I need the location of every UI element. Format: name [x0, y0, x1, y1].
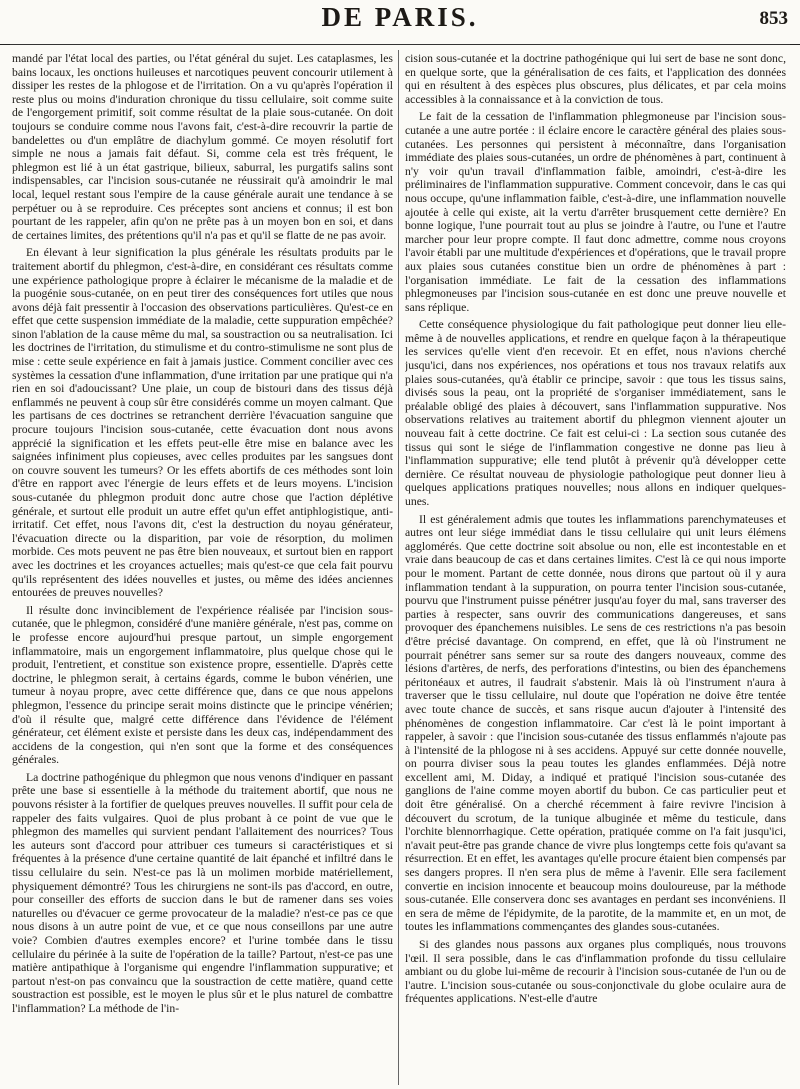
paragraph: Le fait de la cessation de l'inflammation phlegmoneuse par l'incision sous-cutanée a une autre portée : il éclaire encore le caractère général des plaies sous-cutanées. Les personnes qui persistent à méconnaître, dans l'organisation immédiate des plaies sous-cutanées, un ordre de phénomènes à part, continuent à n'y voir qu'un travail d'inflammation faible, amoindri, c'est-à-dire les préliminaires de l'inflammation suppurative. Comment concevoir, dans le cas qui nous occupe, qu'une inflammation faible, c'est-à-dire, une inflammation nouvelle ajoutée à celle qui existe, ait la vertu d'arrêter brusquement cette dernière? En bonne logique, l'une pourrait tout au plus se joindre à l'autre, ou l'une et l'autre marcher pour leur propre compte. Il faut donc admettre, comme nous croyons l'avoir établi par une multitude d'expériences et d'opérations, que le travail propre aux plaies sous cutanées constitue bien un ordre de phénomènes à part : l'organisation immédiate. Le fait de la cessation des inflammations phlegmoneuses par l'incision sous-cutanée en est donc une preuve nouvelle et sans réplique. [405, 110, 786, 314]
paragraph: cision sous-cutanée et la doctrine pathogénique qui lui sert de base ne sont donc, en quelque sorte, que la généralisation de ces faits, et l'application des données qui en résultent à des espèces plus obscures, plus délicates, et par cela moins accessibles à la connaissance et à la conviction de tous. [405, 52, 786, 106]
paragraph: Si des glandes nous passons aux organes plus compliqués, nous trouvons l'œil. Il sera possible, dans le cas d'inflammation profonde du tissu cellulaire ambiant ou du globe lui-même de recourir à l'incision sous-cutanée de l'un ou de l'autre. L'incision sous-cutanée ou sous-conjonctivale du globe oculaire aura de fréquentes applications. N'est-elle d'autre [405, 938, 786, 1006]
paragraph: mandé par l'état local des parties, ou l'état général du sujet. Les cataplasmes, les bains locaux, les onctions huileuses et narcotiques peuvent concourir utilement à dissiper les restes de la phlogose et de l'irritation. On a vu qu'après l'opération il reste plus ou moins d'induration chronique du tissu cellulaire, soit comme suite de l'engorgement primitif, soit comme résultat de la plaie sous-cutanée. On doit toujours se conduire comme nous l'avons fait, c'est-à-dire recouvrir la partie de bandelettes ou d'un emplâtre de diachylum gommé. Ce moyen résolutif fort simple ne nous a jamais fait défaut. Si, comme cela est très fréquent, le phlegmon est lié à un état gastrique, bilieux, saburral, les purgatifs salins sont indispensables, car l'incision sous-cutanée ne réussirait qu'à amoindrir le mal local, lequel restant sous l'empire de la cause générale aurait une tendance à se perpétuer ou à se reproduire. Ces préceptes sont anciens et connus; il est bon pourtant de les rappeler, afin qu'on ne prête pas à un moyen bon en soi, et dans de certaines limites, des prétentions qu'il n'a pas et qu'il se flatte de ne pas avoir. [12, 52, 393, 242]
paragraph: Il résulte donc invinciblement de l'expérience réalisée par l'incision sous-cutanée, que le phlegmon, considéré d'une manière générale, n'est pas, comme on le professe encore aujourd'hui presque partout, un simple engorgement inflammatoire, mais un engorgement inflammatoire, plus quelque chose qui le produit, l'entretient, et constitue son existence propre, essentielle. D'après cette doctrine, le phlegmon serait, à certains égards, comme le bubon vénérien, une tumeur à noyau propre, avec cette différence que, dans ce que nous appelons phlegmon, l'essence du principe serait moins distincte que le principe vénérien; d'où il résulte que, malgré cette différence dans l'évidence de l'élément générateur, cet élément existe et persiste dans les deux cas, indépendamment des accidens de la congestion, qui n'en sont que la forme et des conséquences générales. [12, 603, 393, 767]
left-column [12, 52, 393, 1082]
paragraph: Il est généralement admis que toutes les inflammations parenchymateuses et autres ont leur siége immédiat dans le tissu cellulaire qui unit leurs élémens agglomérés. Que cette doctrine soit absolue ou non, elle est incontestable en et vraie dans beaucoup de cas et dans certaines limites. C'est là ce qui nous importe pour le moment. Partant de cette donnée, nous dirons que partout où il y aura inflammation tendant à la suppuration, on pourra tenter l'incision sous-cutanée, pourvu que l'instrument puisse pénétrer jusqu'au foyer du mal, sans traverser des parties à respecter, sans ouvrir des communications dangereuses, et sans provoquer des épanchemens nuisibles. Le sens de ces restrictions n'a pas besoin d'être précisé davantage. On comprend, en effet, que là où l'instrument ne pourrait pénétrer sans semer sur sa route des dangers nouveaux, comme des lésions d'artères, de nerfs, des perforations d'intestins, ou bien des épanchemens péritonéaux et autres, il faudrait s'abstenir. Mais là où l'instrument n'aura à traverser que le tissu cellulaire, nul doute que l'opération ne doive être tentée avec toute chance de succès, et sans risque aucun d'ajouter à l'intensité des phénomènes de congestion inflammatoire. Car c'est là le point important à rappeler, à savoir : que l'incision sous-cutanée des tissus enflammés n'ajoute pas à l'intensité de la phlogose ni à ses accidens. Appuyé sur cette donnée nouvelle, on pourra diviser sous la peau toutes les glandes enflammées. Déjà notre excellent ami, M. Diday, a indiqué et pratiqué l'incision sous-cutanée des ganglions de l'aine comme moyen abortif du bubon. Ce cas particulier peut et doit être généralisé. On a cherché récemment à faire revivre l'incision à découvert du scrotum, de la tunique albuginée et même du testicule, dans l'orchite blennorrhagique. Cette opération, pratiquée comme on l'a fait jusqu'ici, n'avait peut-être pas grande chance de vivre plus longtemps cette fois qu'avant sa résurrection. Et en effet, les avantages qu'elle procure étaient bien compensés par ses dangers propres. Il n'en sera plus de même à l'avenir. Elle sera facilement convertie en incision innocente et beaucoup moins douloureuse, par la méthode sous-cutanée. Elle conservera donc ses avantages en perdant ses inconvéniens. Il en sera de même de l'épidymite, de la parotite, de la mammite et, en un mot, de toutes les inflammations commençantes des glandes sous-cutanées. [405, 512, 786, 934]
paragraph: En élevant à leur signification la plus générale les résultats produits par le traitement abortif du phlegmon, c'est-à-dire, en considérant ces résultats comme une expérience pathologique propre à éclairer le mécanisme de la maladie et de la puogénie sous-cutanée, on en peut tirer des conséquences fort utiles que nous avons déjà fait pressentir à l'occasion des observations particulières. Qu'est-ce en effet que cette suspension immédiate de la maladie, cette suppuration empêchée? sinon l'ablation de la cause même du mal, sa soustraction ou sa neutralisation. Ici les doctrines de l'irritation, du stimulisme et du contro-stimulisme ne sont plus de mise : cette seule expérience en fait à jamais justice. Comment concilier avec ces systèmes la cessation d'une inflammation, d'une irritation par une pratique qui n'a rien en soi d'adoucissant? Une plaie, un coup de bistouri dans des tissus déjà enflammés ne peuvent à coup sûr être considérés comme un moyen calmant. Que les partisans de ces doctrines se retranchent derrière l'évacuation sanguine que procure toujours l'incision sous-cutanée, cette évacuation dont nous avons apprécié la signification et les effets peut-elle être mise en balance avec les saignées infiniment plus copieuses, avec celles produites par les sangsues dont on couvre souvent les tumeurs? Or les effets abortifs de ces méthodes sont loin d'être en rapport avec l'énergie de leurs effets et de leurs moyens. L'incision sous-cutanée du phlegmon produit donc autre chose que l'action déplétive générale, et surtout elle produit un autre effet qu'un effet antiphlogistique, anti-irritatif. Cet effet, nous l'avons dit, c'est la destruction du noyau générateur, l'évacuation directe ou la disparition, par voie de résorption, du molimen morbide. Ces mots peuvent ne pas être bien nouveaux, et surtout bien en rapport avec les doctrines et les croyances actuelles; mais qu'est-ce que cela fait pourvu qu'ils représentent des idées nouvelles et justes, ou même des idées anciennes entourées de preuves nouvelles? [12, 246, 393, 600]
page-number: 853 [759, 8, 788, 29]
header-rule [10, 44, 790, 45]
page-header [0, 0, 800, 45]
paragraph: Cette conséquence physiologique du fait pathologique peut donner lieu elle-même à de nouvelles applications, et rendre en quelque façon à la thérapeutique les services qu'elle vient d'en recevoir. Et en effet, nous n'avions cherché jusqu'ici, dans nos expériences, nos opérations et tous nos travaux relatifs aux plaies sous-cutanées, qu'à établir ce principe, savoir : que tous les tissus sains, divisés sous la peau, ont la propriété de s'organiser immédiatement, sans le préalable obligé des plaies à découvert, sans l'inflammation suppurative. Nos observations relatives au traitement abortif du phlegmon viennent ajouter un nouveau fait à cette doctrine. Ce fait est celui-ci : La section sous cutanée des tissus qui sont le siége de l'inflammation congestive ne donne pas lieu à l'inflammation suppurative; elle tend plutôt à prévenir qu'à développer cette dernière. Ce résultat nouveau de physiologie pathologique peut donner lieu à quelques applications pratiques nouvelles; nous allons en indiquer quelques-unes. [405, 318, 786, 508]
right-column [405, 52, 786, 1082]
masthead-title: DE PARIS. [321, 2, 479, 32]
column-divider [398, 50, 399, 1085]
paragraph: La doctrine pathogénique du phlegmon que nous venons d'indiquer en passant prête une base si essentielle à la méthode du traitement abortif, que nous ne pouvons résister à la fortifier de quelques preuves nouvelles. Il suffit pour cela de rappeler des faits vulgaires. Quoi de plus probant à ce point de vue que le phlegmon des mamelles qui survient pendant l'allaitement des nourrices? Tous les auteurs sont d'accord pour attribuer ces tumeurs si caractéristiques et si fréquentes à la présence d'une certaine quantité de lait épanché et infiltré dans le tissu cellulaire du sein. N'est-ce pas là un molimen morbide matériellement, physiquement démontré? Tous les chirurgiens ne sont-ils pas d'accord, en outre, pour conseiller des efforts de succion dans le but de ramener dans ses voies naturelles ou d'évacuer ce germe provocateur de la maladie? n'est-ce pas ce que nous disons à un autre point de vue, et ce que nous conseillons par une autre voie? Combien d'autres exemples encore? et l'urine tombée dans le tissu cellulaire du périnée à la suite de l'opération de la taille? Partout, n'est-ce pas une matière antipathique à l'organisme qui engendre l'inflammation suppurative; et partout n'est-on pas convaincu que la soustraction de cette matière, quand cette soustraction est possible, est le moyen le plus sûr et le plus naturel de combattre l'inflammation? La méthode de l'in- [12, 770, 393, 1015]
